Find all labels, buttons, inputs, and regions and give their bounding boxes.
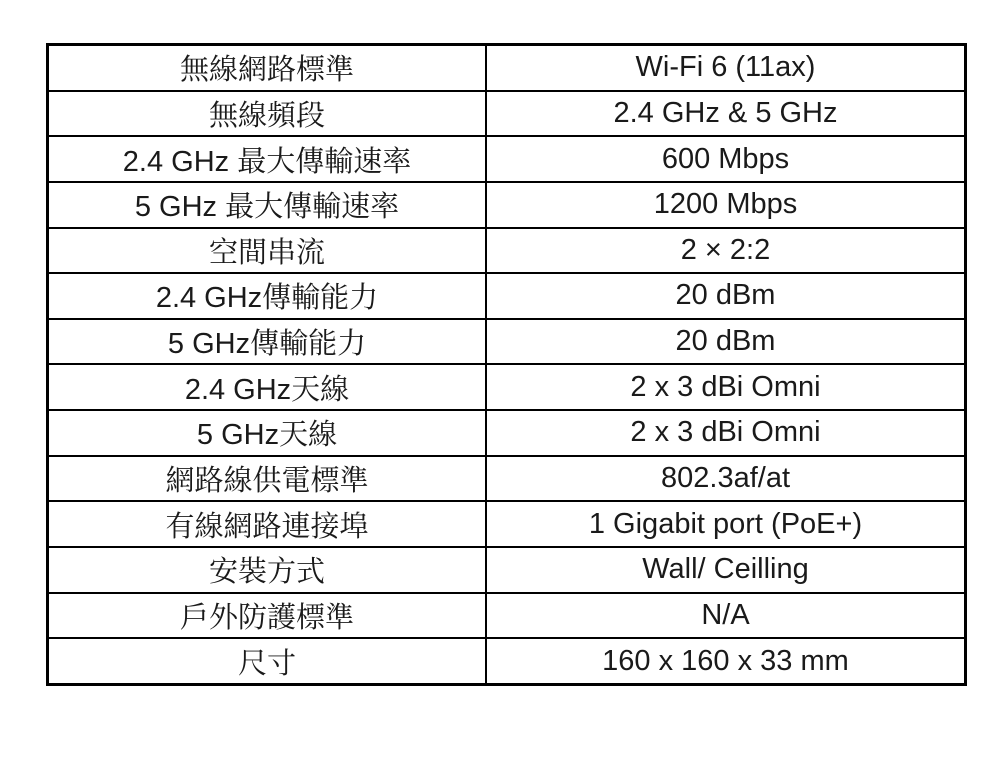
- spec-label: 5 GHz傳輸能力: [48, 319, 487, 365]
- table-row: [48, 638, 966, 684]
- table-row: [48, 456, 966, 502]
- spec-value: 1200 Mbps: [486, 182, 966, 228]
- spec-value: 2 x 3 dBi Omni: [486, 410, 966, 456]
- spec-label: 5 GHz 最大傳輸速率: [48, 182, 487, 228]
- spec-table-body: [48, 45, 966, 685]
- table-row: [48, 136, 966, 182]
- table-row: [48, 319, 966, 365]
- table-row: [48, 364, 966, 410]
- spec-value: 2 x 3 dBi Omni: [486, 364, 966, 410]
- table-row: [48, 91, 966, 137]
- spec-value: N/A: [486, 593, 966, 639]
- table-row: [48, 501, 966, 547]
- spec-label: 空間串流: [48, 228, 487, 274]
- spec-value: 802.3af/at: [486, 456, 966, 502]
- spec-label: 無線網路標準: [48, 45, 487, 91]
- spec-value: 2 × 2:2: [486, 228, 966, 274]
- table-row: [48, 228, 966, 274]
- spec-label: 無線頻段: [48, 91, 487, 137]
- table-row: [48, 410, 966, 456]
- spec-label: 尺寸: [48, 638, 487, 684]
- spec-value: 600 Mbps: [486, 136, 966, 182]
- table-row: [48, 182, 966, 228]
- spec-value: Wi-Fi 6 (11ax): [486, 45, 966, 91]
- spec-value: 20 dBm: [486, 273, 966, 319]
- spec-value: 2.4 GHz & 5 GHz: [486, 91, 966, 137]
- spec-value: 20 dBm: [486, 319, 966, 365]
- spec-value: 1 Gigabit port (PoE+): [486, 501, 966, 547]
- spec-label: 5 GHz天線: [48, 410, 487, 456]
- spec-value: Wall/ Ceilling: [486, 547, 966, 593]
- spec-value: 160 x 160 x 33 mm: [486, 638, 966, 684]
- spec-label: 戶外防護標準: [48, 593, 487, 639]
- wifi-spec-table: [46, 43, 967, 686]
- table-row: [48, 593, 966, 639]
- spec-label: 安裝方式: [48, 547, 487, 593]
- table-row: [48, 547, 966, 593]
- spec-label: 2.4 GHz傳輸能力: [48, 273, 487, 319]
- spec-label: 網路線供電標準: [48, 456, 487, 502]
- spec-label: 2.4 GHz天線: [48, 364, 487, 410]
- spec-label: 2.4 GHz 最大傳輸速率: [48, 136, 487, 182]
- spec-label: 有線網路連接埠: [48, 501, 487, 547]
- table-row: [48, 45, 966, 91]
- table-row: [48, 273, 966, 319]
